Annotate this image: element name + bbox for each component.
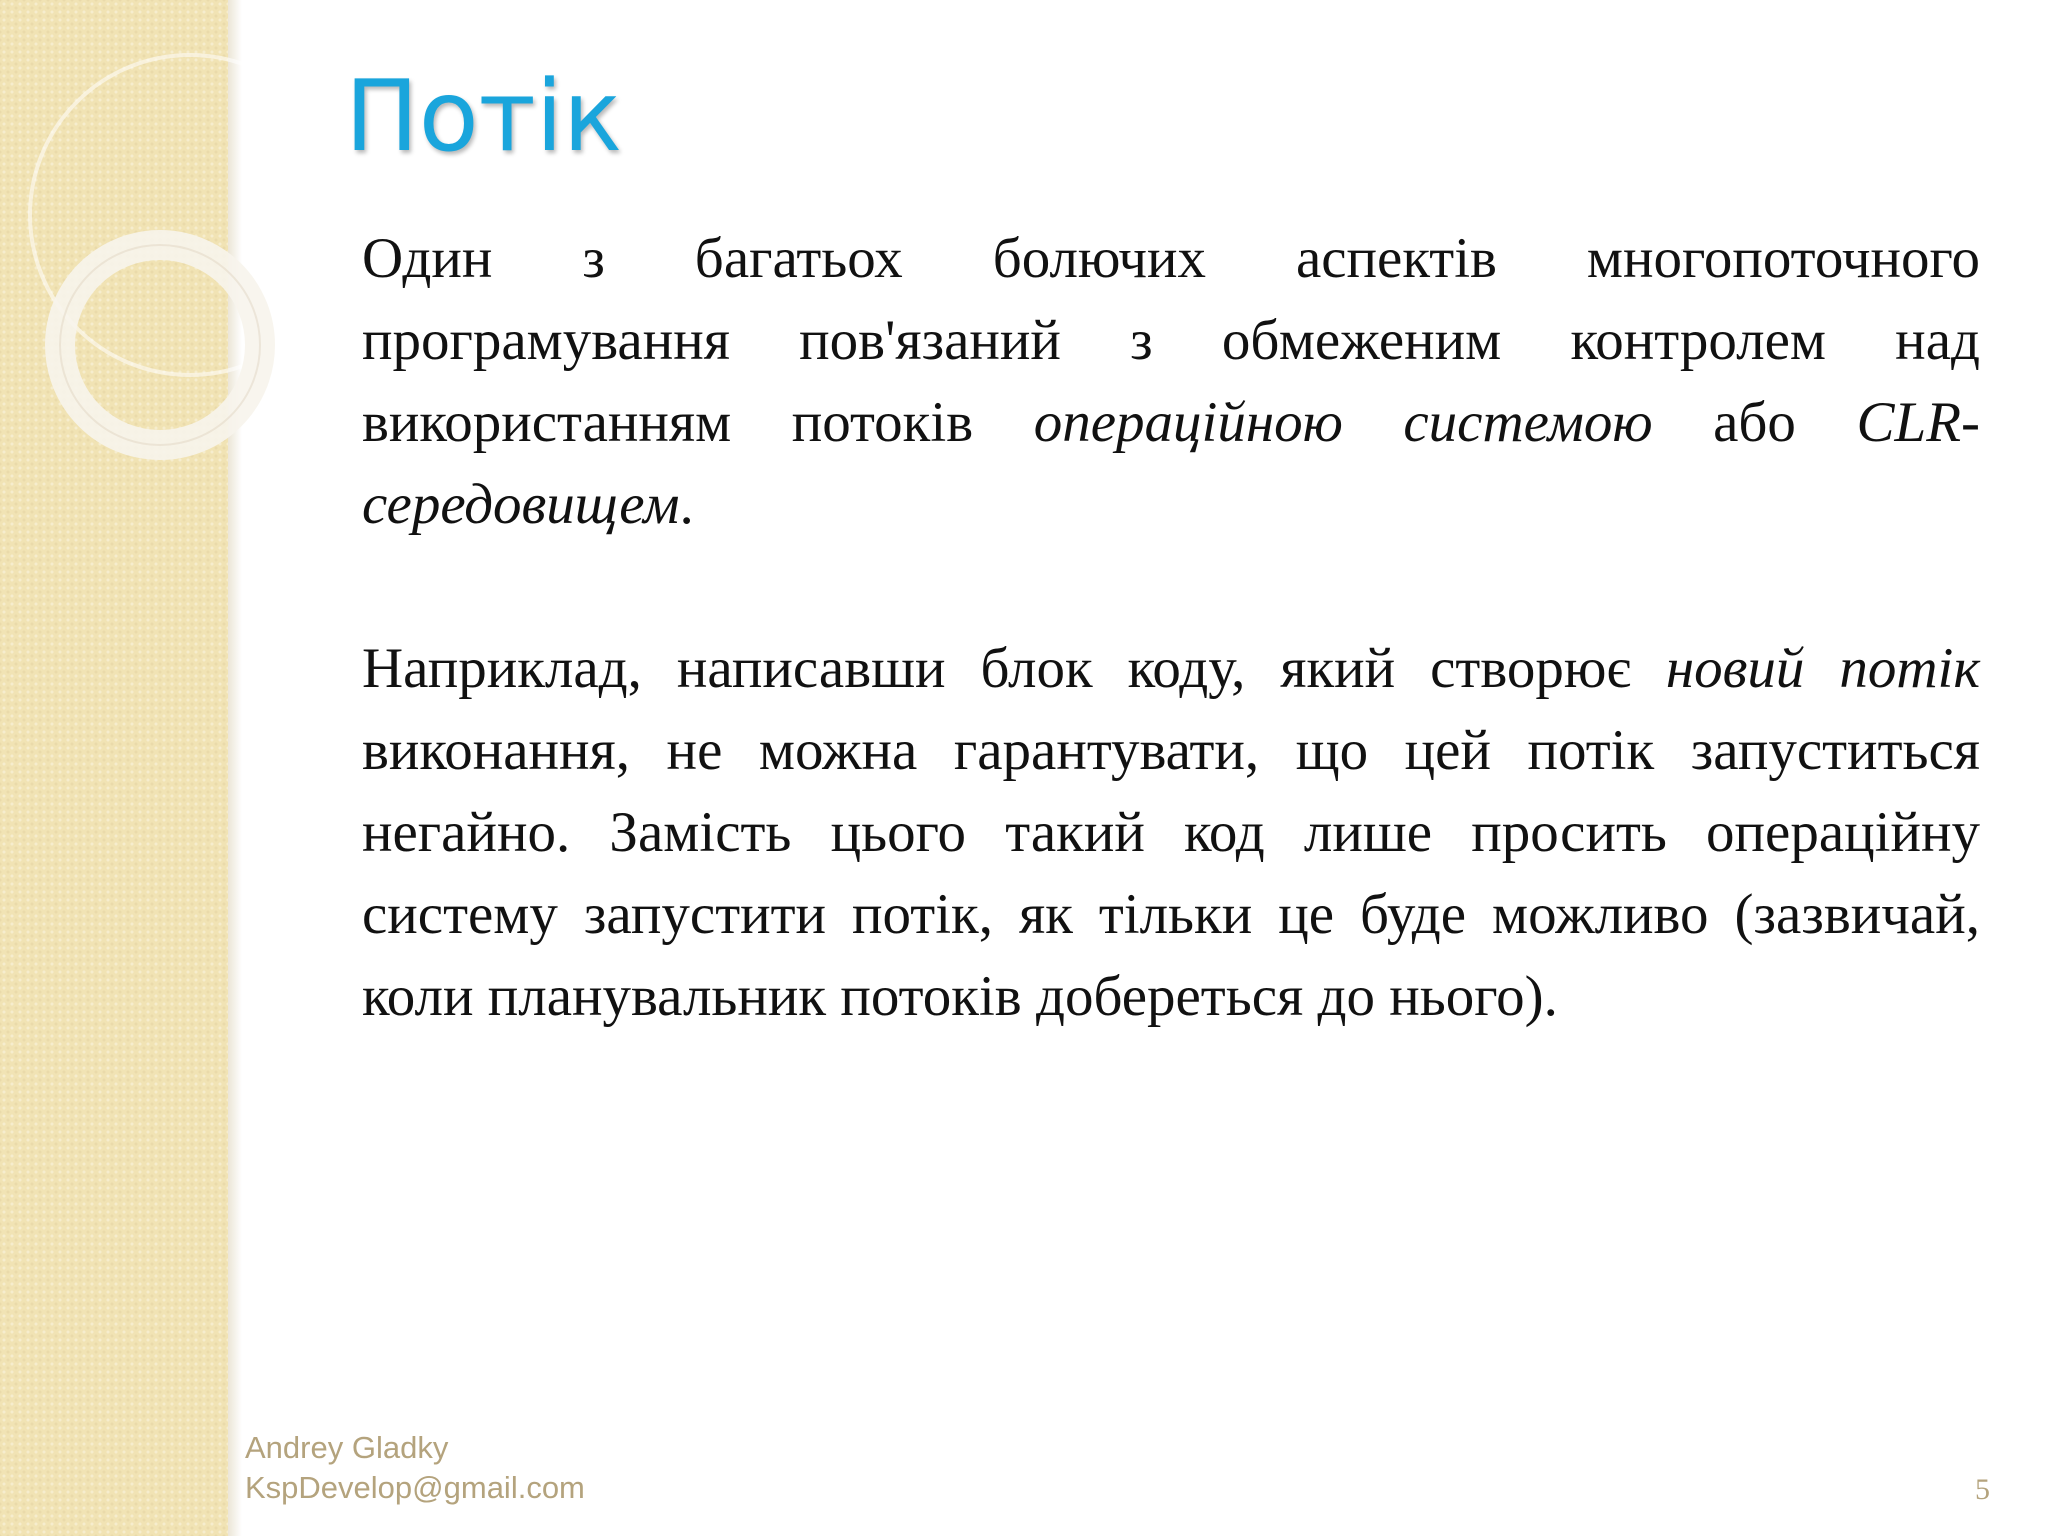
footer-author: Andrey Gladky [245, 1430, 449, 1465]
thick-ring [60, 245, 260, 445]
page-number: 5 [1975, 1473, 1990, 1506]
paragraph-2-italic-new-thread: новий потік [1665, 637, 1980, 700]
footer-email: KspDevelop@gmail.com [245, 1470, 585, 1505]
paragraph-1-italic-os: операційною системою [1033, 391, 1653, 454]
slide-title: Потік [345, 60, 623, 174]
paragraph-1-italic-clr: CLR-середовищем [362, 391, 1981, 536]
large-ring-outline [30, 55, 350, 375]
footer [245, 1428, 585, 1508]
paragraph-1 [362, 218, 1980, 546]
paragraph-1-text-c: . [679, 473, 694, 536]
paragraph-1-text-b: або [1652, 391, 1857, 454]
paragraph-2-text-b: виконання, не можна гарантувати, що цей потік запуститься негайно. Замість цього такий код лише просить операційну систему запустити потік, як тільки це буде можливо (зазвичай, коли планувальник потоків добереться до нього). [362, 719, 1980, 1028]
paragraph-1-text-a: Один з багатьох болючих аспектів многопоточного програмування пов'язаний з обмеженим контролем над використанням потоків [362, 227, 1980, 454]
slide-body [362, 218, 1980, 1038]
paragraph-2-text-a: Наприклад, написавши блок коду, який створює [362, 637, 1666, 700]
paragraph-2 [362, 628, 1980, 1038]
